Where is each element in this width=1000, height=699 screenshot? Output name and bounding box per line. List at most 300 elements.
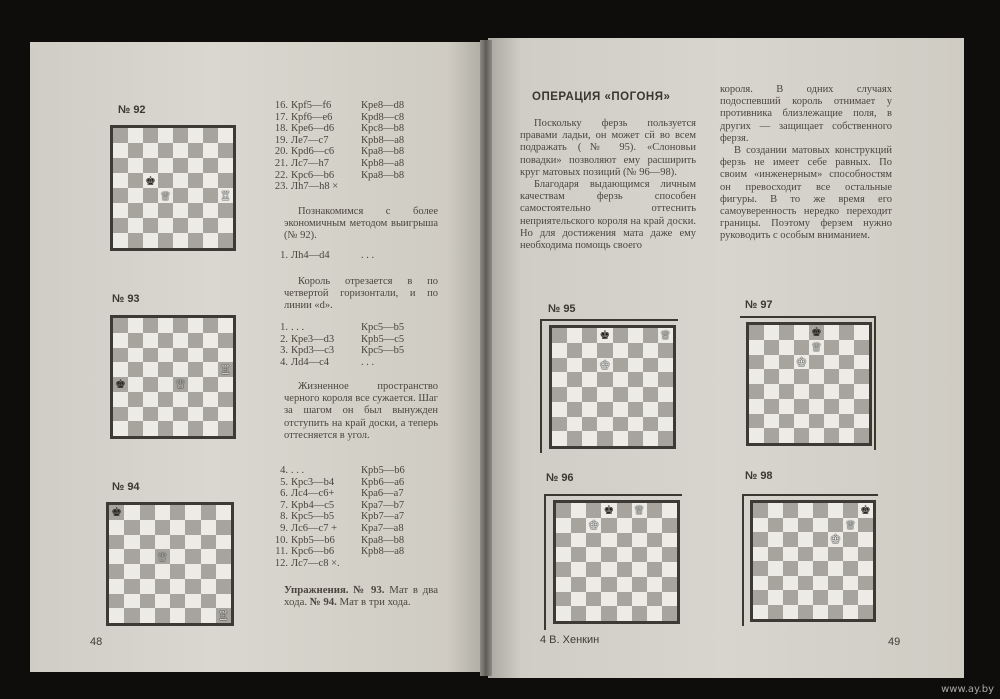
diagram-label-97: № 97 (745, 299, 773, 311)
chess-piece-icon: ♕ (845, 517, 856, 532)
board-square (170, 564, 185, 579)
board-square (124, 608, 139, 623)
board-square (109, 520, 124, 535)
board-square (662, 503, 677, 518)
move-number: 7. (280, 499, 288, 511)
black-move: Крa8—b8 (361, 534, 405, 546)
diagram-label-94: № 94 (112, 481, 140, 493)
board-square (764, 428, 779, 443)
board-square (201, 579, 216, 594)
board-square (185, 579, 200, 594)
chess-piece-icon: ♕ (175, 377, 186, 392)
board-square (113, 128, 128, 143)
board-square (839, 399, 854, 414)
board-square (188, 218, 203, 233)
board-square (647, 547, 662, 562)
board-square (809, 399, 824, 414)
board-square (843, 503, 858, 518)
move-row (270, 158, 404, 170)
board-square (218, 158, 233, 173)
board-square (158, 203, 173, 218)
board-square (632, 533, 647, 548)
board-square (809, 340, 824, 355)
board-square (552, 402, 567, 417)
section-heading: ОПЕРАЦИЯ «ПОГОНЯ» (532, 91, 671, 103)
board-square (218, 318, 233, 333)
board-square (173, 377, 188, 392)
board-square (749, 414, 764, 429)
move-row (270, 170, 404, 182)
board-square (839, 369, 854, 384)
move-list-bottom (270, 465, 405, 569)
board-square (109, 549, 124, 564)
board-square (140, 608, 155, 623)
move-number: 20. (274, 146, 288, 158)
board-square (843, 532, 858, 547)
board-square (173, 362, 188, 377)
board-square (858, 590, 873, 605)
board-square (828, 547, 843, 562)
board-square (643, 387, 658, 402)
board-square (203, 143, 218, 158)
board-square (203, 233, 218, 248)
board-square (185, 594, 200, 609)
board-square (632, 503, 647, 518)
board-square (188, 392, 203, 407)
board-square (749, 340, 764, 355)
white-move: Крd3—c3 (291, 345, 335, 357)
board-square (662, 577, 677, 592)
chess-piece-icon: ♖ (220, 362, 231, 377)
board-square (109, 564, 124, 579)
page-number-right: 49 (888, 636, 901, 648)
board-square (185, 535, 200, 550)
board-square (173, 218, 188, 233)
board-square (753, 590, 768, 605)
board-square (143, 233, 158, 248)
white-move: Крf5—f6 (291, 100, 332, 111)
board-square (109, 608, 124, 623)
board-square (124, 594, 139, 609)
move-number: 3. (280, 345, 288, 357)
board-square (643, 402, 658, 417)
board-square (586, 606, 601, 621)
black-move: Крc8—b8 (361, 123, 405, 135)
chess-piece-icon: ♕ (160, 188, 171, 203)
board-square (597, 431, 612, 446)
board-square (552, 387, 567, 402)
board-square (647, 533, 662, 548)
move-row (270, 477, 405, 489)
diagram-frame-right-97 (874, 316, 876, 450)
board-square (617, 592, 632, 607)
board-square (203, 173, 218, 188)
book-spine (480, 40, 492, 676)
board-square (824, 369, 839, 384)
board-square (794, 428, 809, 443)
board-square (658, 431, 673, 446)
board-square (764, 369, 779, 384)
board-square (813, 547, 828, 562)
paragraph-living-space (284, 381, 438, 442)
move-list-middle (270, 322, 404, 368)
board-square (203, 421, 218, 436)
black-move: . . . (361, 356, 375, 368)
diagram-label-95: № 95 (548, 303, 576, 315)
move-number: 1. (280, 322, 288, 333)
diagram-frame-top-97 (740, 316, 876, 318)
board-square (113, 203, 128, 218)
move-row (270, 535, 405, 547)
board-square (552, 358, 567, 373)
board-square (109, 505, 124, 520)
board-square (828, 605, 843, 620)
black-move: Крb6—a6 (361, 476, 405, 488)
board-square (158, 128, 173, 143)
board-square (658, 343, 673, 358)
move-number: 19. (274, 134, 288, 146)
move-number: 18. (274, 123, 288, 135)
board-square (556, 606, 571, 621)
board-square (749, 384, 764, 399)
board-square (839, 428, 854, 443)
board-square (170, 579, 185, 594)
white-move: Лh7—h8 × (291, 181, 339, 193)
board-square (586, 518, 601, 533)
board-square (764, 414, 779, 429)
board-square (556, 577, 571, 592)
board-square (768, 503, 783, 518)
board-square (556, 562, 571, 577)
board-square (571, 606, 586, 621)
board-square (597, 417, 612, 432)
board-square (854, 414, 869, 429)
board-square (632, 592, 647, 607)
black-move: Крb8—a8 (361, 546, 405, 558)
board-square (647, 518, 662, 533)
board-square (768, 532, 783, 547)
board-square (140, 520, 155, 535)
board-square (828, 518, 843, 533)
chess-piece-icon: ♚ (111, 505, 122, 520)
board-square (632, 577, 647, 592)
left-page (30, 42, 484, 672)
black-move: Крa7—b7 (361, 499, 405, 511)
board-square (113, 233, 128, 248)
board-square (203, 128, 218, 143)
board-square (779, 369, 794, 384)
white-move: Лc7—h7 (291, 157, 330, 169)
board-square (854, 399, 869, 414)
board-square (155, 520, 170, 535)
board-square (571, 592, 586, 607)
board-square (617, 503, 632, 518)
board-square (203, 158, 218, 173)
board-square (632, 518, 647, 533)
move-row (270, 357, 404, 369)
board-square (783, 561, 798, 576)
board-square (647, 577, 662, 592)
board-square (113, 421, 128, 436)
exercise-text-93: Мат в два хода. (284, 584, 438, 609)
board-square (185, 564, 200, 579)
board-square (201, 520, 216, 535)
board-square (571, 577, 586, 592)
board-square (201, 505, 216, 520)
diagram-frame-left-95 (540, 319, 542, 453)
board-square (809, 355, 824, 370)
board-square (601, 547, 616, 562)
diagram-label-92: № 92 (118, 104, 146, 116)
board-square (113, 188, 128, 203)
board-square (158, 188, 173, 203)
board-square (218, 348, 233, 363)
move-row (270, 112, 404, 124)
board-square (779, 384, 794, 399)
board-square (632, 606, 647, 621)
board-square (170, 608, 185, 623)
board-square (188, 173, 203, 188)
board-square (113, 143, 128, 158)
col2-para-2: В создании матовых конструкций ферзь не имеет себе равных. По своим «инженерным» способностям он превосходит все остальные фигуры. В то же время его самоуверенность нередко переходит границы. Поэтому ферзем нужно руководить с особым вниманием. (720, 145, 892, 242)
move-row (270, 135, 404, 147)
board-square (597, 387, 612, 402)
board-square (809, 384, 824, 399)
chess-diagram-96 (553, 500, 680, 624)
chess-diagram-94 (106, 502, 234, 626)
board-square (613, 328, 628, 343)
board-square (617, 577, 632, 592)
board-square (143, 377, 158, 392)
board-square (768, 576, 783, 591)
board-square (582, 417, 597, 432)
move-number: 22. (274, 169, 288, 181)
board-square (218, 377, 233, 392)
board-square (798, 547, 813, 562)
board-square (218, 333, 233, 348)
board-square (158, 158, 173, 173)
board-square (113, 362, 128, 377)
board-square (794, 369, 809, 384)
board-square (643, 358, 658, 373)
board-square (113, 218, 128, 233)
board-square (601, 592, 616, 607)
board-square (586, 533, 601, 548)
white-move: Лh4—d4 (291, 250, 330, 261)
board-square (188, 143, 203, 158)
board-square (798, 532, 813, 547)
chess-diagram-97 (746, 322, 872, 446)
board-square (839, 325, 854, 340)
board-square (143, 173, 158, 188)
black-move: Крc5—b5 (361, 345, 405, 357)
move-row (270, 334, 404, 346)
board-square (158, 377, 173, 392)
board-square (764, 325, 779, 340)
board-square (113, 173, 128, 188)
move-number: 10. (274, 534, 288, 546)
board-square (173, 333, 188, 348)
board-square (155, 579, 170, 594)
board-square (828, 503, 843, 518)
board-square (601, 606, 616, 621)
board-square (218, 233, 233, 248)
board-square (128, 233, 143, 248)
board-square (828, 561, 843, 576)
board-square (854, 369, 869, 384)
board-square (155, 564, 170, 579)
board-square (218, 188, 233, 203)
board-square (201, 594, 216, 609)
board-square (216, 594, 231, 609)
board-square (632, 547, 647, 562)
board-square (140, 535, 155, 550)
board-square (556, 533, 571, 548)
move-row (270, 523, 405, 535)
board-square (158, 421, 173, 436)
board-square (128, 203, 143, 218)
board-square (173, 392, 188, 407)
board-square (158, 233, 173, 248)
board-square (586, 562, 601, 577)
board-square (643, 328, 658, 343)
text-column-2 (720, 84, 892, 243)
board-square (824, 428, 839, 443)
board-square (813, 503, 828, 518)
board-square (201, 549, 216, 564)
chess-piece-icon: ♚ (145, 173, 156, 188)
board-square (647, 606, 662, 621)
board-square (567, 343, 582, 358)
board-square (567, 431, 582, 446)
diagram-frame-top-95 (540, 319, 678, 321)
exercises (284, 584, 438, 608)
board-square (155, 608, 170, 623)
board-square (113, 333, 128, 348)
white-move: Крc6—b6 (291, 546, 335, 558)
board-square (658, 417, 673, 432)
board-square (567, 358, 582, 373)
board-square (662, 606, 677, 621)
board-square (854, 355, 869, 370)
black-move: Крb7—a7 (361, 511, 405, 523)
black-move: . . . (361, 250, 375, 261)
board-square (203, 188, 218, 203)
board-square (128, 333, 143, 348)
black-move: Крa6—a7 (361, 488, 404, 500)
white-move: Лc4—c6+ (291, 488, 335, 500)
diagram-frame-top-96 (544, 494, 682, 496)
chess-piece-icon: ♖ (217, 608, 229, 623)
board-square (582, 387, 597, 402)
board-square (552, 372, 567, 387)
board-square (582, 431, 597, 446)
white-move: Лe7—c7 (291, 134, 329, 146)
board-square (218, 392, 233, 407)
board-square (662, 533, 677, 548)
move-number: 5. (280, 476, 288, 488)
board-square (128, 218, 143, 233)
board-square (109, 579, 124, 594)
board-square (170, 520, 185, 535)
board-square (813, 576, 828, 591)
board-square (858, 576, 873, 591)
white-move: Крc6—b6 (291, 169, 335, 181)
board-square (216, 579, 231, 594)
board-square (809, 369, 824, 384)
board-square (764, 399, 779, 414)
move-row (270, 511, 405, 523)
chess-piece-icon: ♕ (633, 503, 645, 518)
white-move: . . . (291, 322, 305, 333)
watermark: www.ay.by (941, 684, 994, 695)
board-square (158, 318, 173, 333)
move-number: 4. (280, 465, 288, 476)
chess-piece-icon: ♔ (830, 532, 841, 547)
board-square (216, 505, 231, 520)
board-square (124, 579, 139, 594)
board-square (779, 399, 794, 414)
board-square (143, 362, 158, 377)
board-square (658, 372, 673, 387)
board-square (768, 590, 783, 605)
board-square (617, 547, 632, 562)
black-move: Крa8—b8 (361, 146, 405, 158)
move-row (270, 500, 405, 512)
board-square (783, 518, 798, 533)
black-move: Крb5—c5 (361, 333, 405, 345)
col1-para-2: Благодаря выдающимся личным качествам ферзь способен самостоятельно оттеснить неприятельского короля на край доски. Но для достижения мата даже ему необходима помощь своего (520, 179, 696, 252)
board-square (809, 414, 824, 429)
board-square (824, 355, 839, 370)
board-square (216, 549, 231, 564)
black-move: Крb8—a8 (361, 134, 405, 146)
chess-diagram-93 (110, 315, 236, 439)
board-square (794, 414, 809, 429)
board-square (613, 402, 628, 417)
board-square (586, 547, 601, 562)
move-row (270, 558, 405, 570)
board-square (662, 592, 677, 607)
board-square (813, 518, 828, 533)
text-column-1 (520, 118, 696, 252)
board-square (628, 417, 643, 432)
chess-diagram-95 (549, 325, 676, 449)
board-square (218, 421, 233, 436)
board-square (764, 340, 779, 355)
board-square (218, 218, 233, 233)
board-square (173, 421, 188, 436)
board-square (617, 606, 632, 621)
board-square (783, 590, 798, 605)
board-square (124, 505, 139, 520)
board-square (188, 407, 203, 422)
board-square (843, 605, 858, 620)
board-square (647, 562, 662, 577)
board-square (113, 407, 128, 422)
board-square (839, 340, 854, 355)
board-square (613, 417, 628, 432)
board-square (158, 333, 173, 348)
board-square (556, 592, 571, 607)
board-square (749, 399, 764, 414)
board-square (173, 128, 188, 143)
board-square (632, 562, 647, 577)
board-square (203, 333, 218, 348)
white-move: Лc6—c7 + (291, 522, 337, 534)
board-square (143, 407, 158, 422)
board-square (647, 503, 662, 518)
